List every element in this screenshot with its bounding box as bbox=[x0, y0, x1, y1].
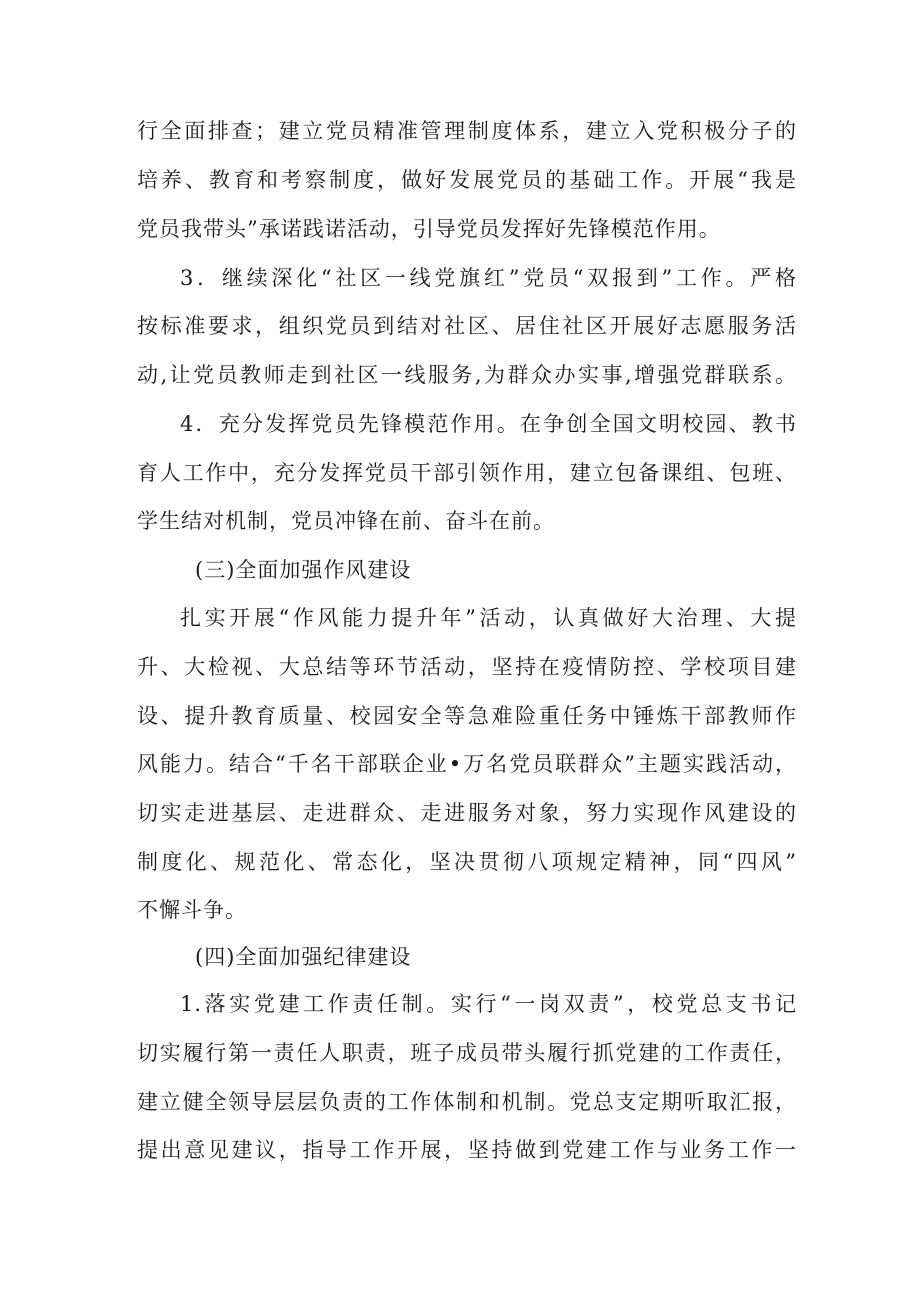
text-line: 行全面排查；建立党员精准管理制度体系，建立入党积极分子的 bbox=[137, 119, 797, 143]
text-line: 学生结对机制，党员冲锋在前、奋斗在前。 bbox=[137, 509, 555, 533]
text-line: 按标准要求，组织党员到结对社区、居住社区开展好志愿服务活 bbox=[137, 314, 797, 338]
text-line: 扎实开展“作风能力提升年”活动，认真做好大治理、大提 bbox=[180, 606, 797, 630]
text-line: 动,让党员教师走到社区一线服务,为群众办实事,增强党群联系。 bbox=[137, 363, 797, 387]
text-line: 育人工作中，充分发挥党员干部引领作用，建立包备课组、包班、 bbox=[137, 461, 797, 485]
section-heading: (三)全面加强作风建设 bbox=[195, 558, 412, 582]
text-line: 提出意见建议，指导工作开展，坚持做到党建工作与业务工作一 bbox=[137, 1138, 797, 1162]
text-line: 党员我带头”承诺践诺活动，引导党员发挥好先锋模范作用。 bbox=[137, 217, 721, 241]
section-heading: (四)全面加强纪律建设 bbox=[195, 945, 412, 969]
text-line: 设、提升教育质量、校园安全等急难险重任务中锤炼干部教师作 bbox=[137, 704, 797, 728]
text-line: 切实走进基层、走进群众、走进服务对象，努力实现作风建设的 bbox=[137, 801, 797, 825]
text-line: 切实履行第一责任人职责，班子成员带头履行抓党建的工作责任， bbox=[137, 1041, 797, 1065]
text-line: 1.落实党建工作责任制。实行“一岗双责”，校党总支书记 bbox=[180, 992, 797, 1016]
text-line: 3．继续深化“社区一线党旗红”党员“双报到”工作。严格 bbox=[180, 266, 797, 290]
text-line: 不懈斗争。 bbox=[137, 898, 247, 922]
text-line: 培养、教育和考察制度，做好发展党员的基础工作。开展“我是 bbox=[137, 168, 797, 192]
text-line: 制度化、规范化、常态化，坚决贯彻八项规定精神，同“四风” bbox=[137, 850, 797, 874]
text-line: 升、大检视、大总结等环节活动，坚持在疫情防控、学校项目建 bbox=[137, 655, 797, 679]
text-line: 风能力。结合“千名干部联企业•万名党员联群众”主题实践活动， bbox=[137, 752, 797, 776]
text-line: 4．充分发挥党员先锋模范作用。在争创全国文明校园、教书 bbox=[180, 412, 797, 436]
text-line: 建立健全领导层层负责的工作体制和机制。党总支定期听取汇报， bbox=[137, 1090, 797, 1114]
